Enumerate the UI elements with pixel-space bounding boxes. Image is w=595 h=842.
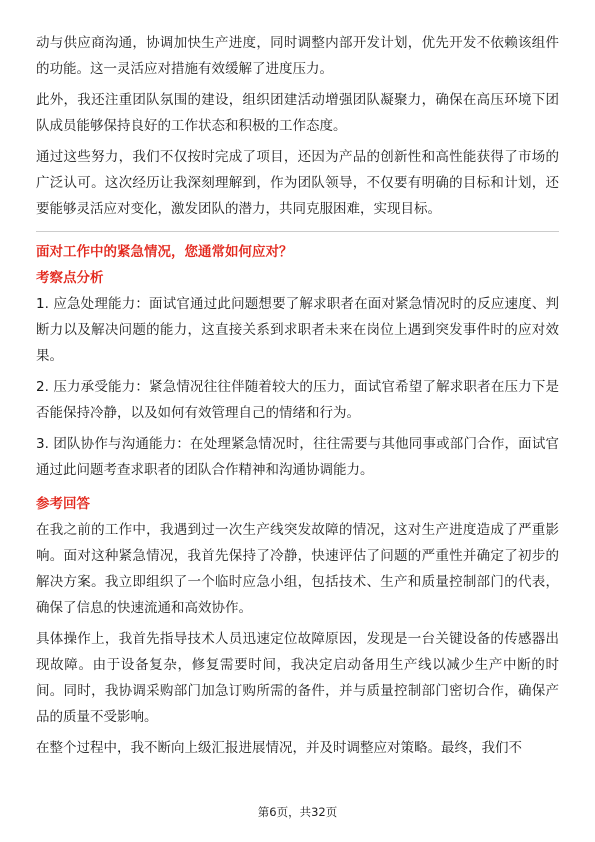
section-divider [36,231,559,232]
analysis-item: 3. 团队协作与沟通能力：在处理紧急情况时，往往需要与其他同事或部门合作，面试官通过此问题考查求职者的团队合作精神和沟通协调能力。 [36,436,559,478]
analysis-item: 2. 压力承受能力：紧急情况往往伴随着较大的压力，面试官希望了解求职者在压力下是否能保持冷静，以及如何有效管理自己的情绪和行为。 [36,379,559,421]
analysis-item: 1. 应急处理能力：面试官通过此问题想要了解求职者在面对紧急情况时的反应速度、判断力以及解决问题的能力，这直接关系到求职者未来在岗位上遇到突发事件时的应对效果。 [36,296,559,364]
answer-paragraph: 在整个过程中，我不断向上级汇报进展情况，并及时调整应对策略。最终，我们不 [36,740,522,756]
question-heading: 面对工作中的紧急情况，您通常如何应对？ [36,244,293,260]
intro-paragraph: 通过这些努力，我们不仅按时完成了项目，还因为产品的创新性和高性能获得了市场的广泛认可。这次经历让我深刻理解到，作为团队领导，不仅要有明确的目标和计划，还要能够灵活应对变化，激发团队的潜力，共同克服困难，实现目标。 [36,149,559,217]
intro-paragraph: 动与供应商沟通，协调加快生产进度，同时调整内部开发计划，优先开发不依赖该组件的功能。这一灵活应对措施有效缓解了进度压力。 [36,35,559,77]
page-number: 第6页，共32页 [257,805,338,819]
document-page [36,30,559,766]
intro-paragraph: 此外，我还注重团队氛围的建设，组织团建活动增强团队凝聚力，确保在高压环境下团队成员能够保持良好的工作状态和积极的工作态度。 [36,92,559,134]
answer-paragraph: 在我之前的工作中，我遇到过一次生产线突发故障的情况，这对生产进度造成了严重影响。面对这种紧急情况，我首先保持了冷静，快速评估了问题的严重性并确定了初步的解决方案。我立即组织了一个临时应急小组，包括技术、生产和质量控制部门的代表，确保了信息的快速流通和高效协作。 [36,522,559,616]
analysis-heading: 考察点分析 [36,270,104,286]
answer-heading: 参考回答 [36,496,90,512]
answer-paragraph: 具体操作上，我首先指导技术人员迅速定位故障原因，发现是一台关键设备的传感器出现故障。由于设备复杂，修复需要时间，我决定启动备用生产线以减少生产中断的时间。同时，我协调采购部门加急订购所需的备件，并与质量控制部门密切合作，确保产品的质量不受影响。 [36,631,559,725]
